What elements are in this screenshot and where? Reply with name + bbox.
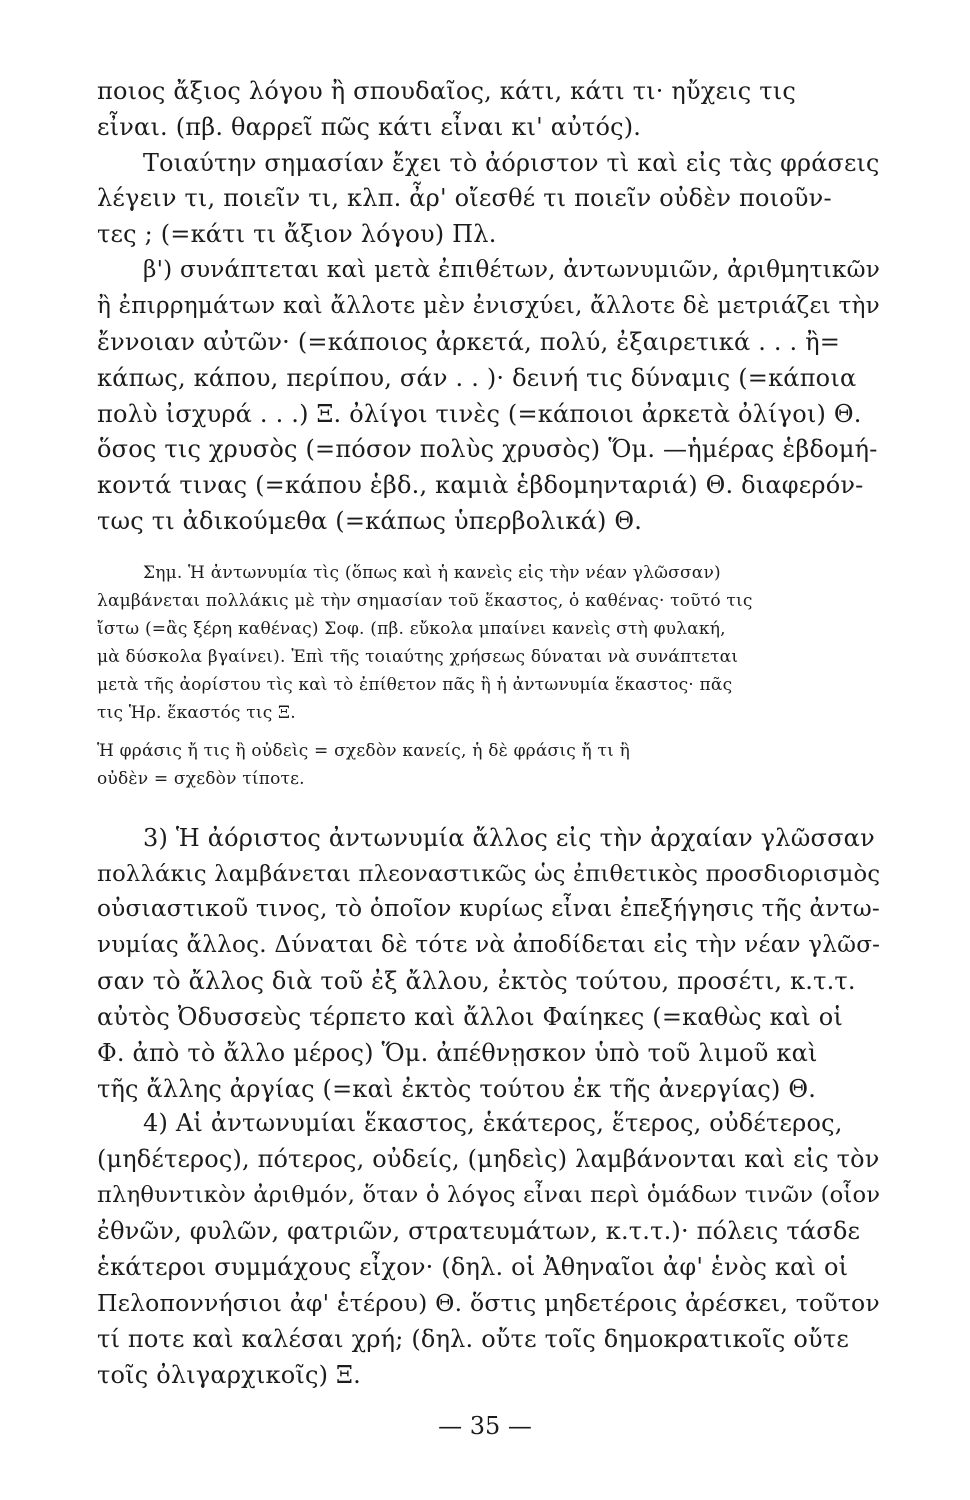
text-line: 3) Ἡ ἀόριστος ἀντωνυμία ἄλλος εἰς τὴν ἀρχαίαν γλῶσσαν — [143, 824, 875, 852]
note-line: ἴστω (=ἂς ξέρη καθένας) Σοφ. (πβ. εὔκολα μπαίνει κανεὶς στὴ φυλακή, — [97, 619, 726, 639]
note-line: οὐδὲν = σχεδὸν τίποτε. — [97, 769, 305, 789]
note-line: μὰ δύσκολα βγαίνει). Ἐπὶ τῆς τοιαύτης χρήσεως δύναται νὰ συνάπτεται — [97, 647, 739, 667]
text-line: σαν τὸ ἄλλος διὰ τοῦ ἐξ ἄλλου, ἐκτὸς τούτου, προσέτι, κ.τ.τ. — [97, 967, 856, 995]
text-line: ἑκάτεροι συμμάχους εἶχον· (δηλ. οἱ Ἀθηναῖοι ἀφ' ἑνὸς καὶ οἱ — [97, 1253, 849, 1281]
text-line: Τοιαύτην σημασίαν ἔχει τὸ ἀόριστον τὶ καὶ εἰς τὰς φράσεις — [143, 149, 880, 177]
note-line: μετὰ τῆς ἀορίστου τὶς καὶ τὸ ἐπίθετον πᾶς ἢ ἡ ἀντωνυμία ἕκαστος· πᾶς — [97, 675, 733, 695]
text-line: πολλάκις λαμβάνεται πλεοναστικῶς ὡς ἐπιθετικὸς προσδιορισμὸς — [97, 861, 881, 887]
text-line: πολὺ ἰσχυρά . . .) Ξ. ὀλίγοι τινὲς (=κάποιοι ἀρκετὰ ὀλίγοι) Θ. — [97, 400, 862, 428]
note-line: τις Ἡρ. ἕκαστός τις Ξ. — [97, 703, 296, 723]
text-line: Φ. ἀπὸ τὸ ἄλλο μέρος) Ὅμ. ἀπέθνῃσκον ὑπὸ τοῦ λιμοῦ καὶ — [97, 1039, 818, 1067]
text-line: ὅσος τις χρυσὸς (=πόσον πολὺς χρυσὸς) Ὅμ. —ἡμέρας ἑβδομή- — [97, 435, 878, 463]
text-line: αὐτὸς Ὀδυσσεὺς τέρπετο καὶ ἄλλοι Φαίηκες (=καθὼς καὶ οἱ — [97, 1003, 843, 1031]
text-line: οὐσιαστικοῦ τινος, τὸ ὁποῖον κυρίως εἶναι ἐπεξήγησις τῆς ἀντω- — [97, 895, 880, 922]
text-line: εἶναι. (πβ. θαρρεῖ πῶς κάτι εἶναι κι' αὐτός). — [97, 113, 642, 141]
note-line: Ἡ φράσις ἤ τις ἢ οὐδεὶς = σχεδὸν κανείς, ἡ δὲ φράσις ἤ τι ἢ — [97, 741, 630, 761]
text-line: λέγειν τι, ποιεῖν τι, κλπ. ἆρ' οἴεσθέ τι ποιεῖν οὐδὲν ποιοῦν- — [97, 184, 832, 212]
text-line: τοῖς ὀλιγαρχικοῖς) Ξ. — [97, 1361, 361, 1389]
page-number: — 35 — — [438, 1412, 532, 1440]
text-line: (μηδέτερος), πότερος, οὐδείς, (μηδεὶς) λαμβάνονται καὶ εἰς τὸν — [97, 1145, 880, 1173]
text-line: κοντά τινας (=κάπου ἑβδ., καμιὰ ἑβδομηνταριά) Θ. διαφερόν- — [97, 471, 864, 499]
text-line: ἔννοιαν αὐτῶν· (=κάποιος ἀρκετά, πολύ, ἐξαιρετικά . . . ἢ= — [97, 328, 841, 356]
text-line: ἐθνῶν, φυλῶν, φατριῶν, στρατευμάτων, κ.τ.τ.)· πόλεις τάσδε — [97, 1217, 861, 1245]
text-line: κάπως, κάπου, περίπου, σάν . . )· δεινή τις δύναμις (=κάποια — [97, 364, 857, 392]
text-line: Πελοποννήσιοι ἀφ' ἑτέρου) Θ. ὅστις μηδετέροις ἀρέσκει, τοῦτον — [97, 1289, 880, 1317]
text-line: ποιος ἄξιος λόγου ἢ σπουδαῖος, κάτι, κάτι τι· ηὔχεις τις — [97, 77, 796, 105]
text-line: τες ; (=κάτι τι ἄξιον λόγου) Πλ. — [97, 220, 497, 248]
text-line: ἢ ἐπιρρημάτων καὶ ἄλλοτε μὲν ἐνισχύει, ἄλλοτε δὲ μετριάζει τὴν — [97, 292, 880, 319]
text-line: β') συνάπτεται καὶ μετὰ ἐπιθέτων, ἀντωνυμιῶν, ἀριθμητικῶν — [143, 256, 880, 283]
note-line: λαμβάνεται πολλάκις μὲ τὴν σημασίαν τοῦ ἕκαστος, ὁ καθένας· τοῦτό τις — [97, 591, 753, 611]
text-line: πληθυντικὸν ἀριθμόν, ὅταν ὁ λόγος εἶναι περὶ ὁμάδων τινῶν (οἷον — [97, 1182, 881, 1208]
text-line: 4) Αἱ ἀντωνυμίαι ἕκαστος, ἑκάτερος, ἕτερος, οὐδέτερος, — [143, 1109, 843, 1137]
text-line: νυμίας ἄλλος. Δύναται δὲ τότε νὰ ἀποδίδεται εἰς τὴν νέαν γλῶσ- — [97, 932, 881, 958]
text-line: τως τι ἀδικούμεθα (=κάπως ὑπερβολικά) Θ. — [97, 507, 643, 535]
text-line: τῆς ἄλλης ἀργίας (=καὶ ἐκτὸς τούτου ἐκ τῆς ἀνεργίας) Θ. — [97, 1075, 817, 1103]
note-line: Σημ. Ἡ ἀντωνυμία τὶς (ὅπως καὶ ἡ κανεὶς εἰς τὴν νέαν γλῶσσαν) — [143, 563, 721, 583]
text-line: τί ποτε καὶ καλέσαι χρή; (δηλ. οὔτε τοῖς δημοκρατικοῖς οὔτε — [97, 1325, 849, 1353]
